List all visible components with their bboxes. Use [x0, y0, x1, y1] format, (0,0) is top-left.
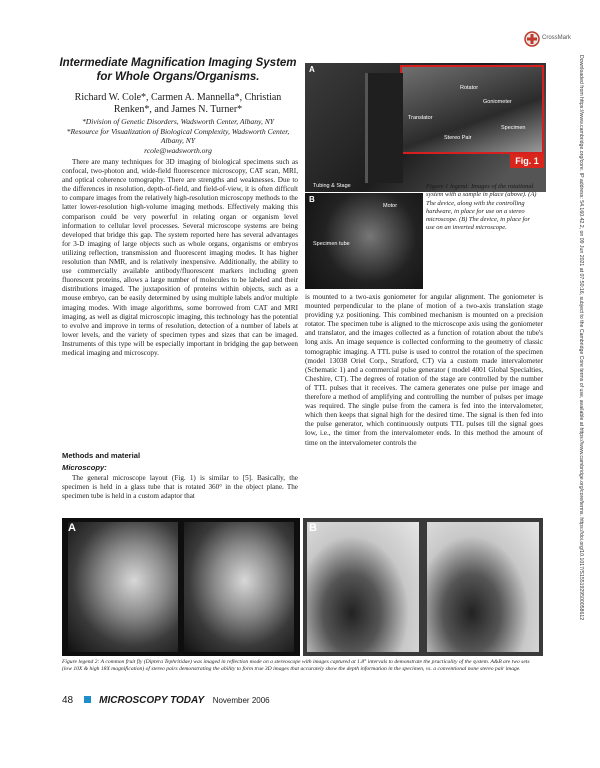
methods-heading: Methods and material: [62, 451, 141, 460]
label-rotator: Rotator: [460, 85, 479, 91]
page-footer: [62, 695, 270, 707]
affiliation-2: *Resource for Visualization of Biological Complexity, Wadsworth Center, Albany, NY: [66, 126, 290, 146]
figure2-a-right-image: [184, 522, 294, 652]
figure2-b-right-image: [427, 522, 539, 652]
microscopy-heading: Microscopy:: [62, 463, 107, 472]
affiliation-1: *Division of Genetic Disorders, Wadsworth Center, Albany, NY: [81, 117, 275, 126]
crossmark-logo[interactable]: [524, 30, 574, 48]
label-goniometer: Goniometer: [483, 99, 512, 105]
label-specimen-tube: Specimen tube: [313, 241, 350, 247]
email: rcole@wadsworth.org: [144, 145, 212, 155]
issue-date: November 2006: [212, 696, 270, 705]
figure1-badge: Fig. 1: [510, 154, 544, 168]
figure1-inset: [400, 65, 544, 154]
crossmark-icon: [524, 31, 540, 47]
footer-square-icon: [84, 696, 91, 703]
figure2-b-left-image: [307, 522, 419, 652]
label-motor: Motor: [383, 203, 398, 209]
figure1-panel-a-letter: A: [309, 65, 315, 74]
right-column-paragraph: is mounted to a two-axis goniometer for angular alignment. The goniometer is mounted perpendicular to the plane of motion of a two-axis translation stage providing y,z positioning. This combined mechanism is mounted on a precision rotator. The specimen tube is aligned to the microscope axis using the goniometer and translator, and the images collected as a function of rotation about the tube's long axis. An image sequence is collected conforming to the geometry of classic tomographic imaging. A TTL pulse is used to control the rotation of the specimen (model 13038 Oriel Corp., Stratford, CT) via a custom made intervalometer (Schematic 1) and a commercial pulse generator ( model 4001 Global Specialties, Cheshire, CT). The degrees of rotation of the stage are controlled by the number of TTL pulses that it receives. The camera generates one pulse per image and therefore a method of amplifying and controlling the number of pulses per image was required. The single pulse from the camera is fed into the intervalometer, which then keeps that signal high for the desired time. The signal is then fed into the pulse generator, which continuously outputs TTL pulses till the signal goes low, i.e., the timer from the intervalometer ends. In this method the amount of time on the intervalometer controls the: [305, 293, 543, 447]
download-sidebar: [570, 55, 590, 645]
crossmark-label: CrossMark: [542, 35, 572, 41]
figure2-panel-b: [303, 518, 543, 656]
affiliations: [58, 117, 298, 155]
label-specimen: Specimen: [501, 125, 526, 131]
article-authors: Richard W. Cole*, Carmen A. Mannella*, Christian Renken*, and James N. Turner*: [74, 92, 282, 115]
page-number: 48: [62, 695, 74, 706]
label-stereo-pair: Stereo Pair: [444, 135, 472, 141]
label-tubing-stage: Tubing & Stage: [313, 183, 351, 189]
figure2-panel-a-letter: A: [68, 522, 76, 534]
label-translator: Translator: [408, 115, 433, 121]
figure1-caption: Figure 1 legend: Images of the rotational system with a sample in place (above). (A) The device, along with the controlling hardware, in place for use on a stereo microscope. (B) The device, in place for use on an inverted microscope.: [426, 183, 537, 232]
figure2-caption: Figure legend 2: A common fruit fly (Diptera Tephritidae) was imaged in reflection mode on a stereoscope with images captured at 1.8° intervals to demonstrate the practicality of the system. A&B are two sets (low 10X & high 18X magnification) of stereo pairs demonstrating the ability to form true 3D images that accurately show the depth information in the specimen, vs. a conventional none stereo pair image.: [62, 659, 530, 673]
download-notice[interactable]: Downloaded from https://www.cambridge.org/core. IP address: 54.160.42.2, on 09 Jun 2021 at 07:50:16, subject to the Cambridge Core terms of use, available at https://www.cambridge.org/core/terms. https://doi.org/10.1017/S1551929500058612: [578, 55, 584, 621]
microscopy-paragraph: The general microscope layout (Fig. 1) is similar to [5]. Basically, the specimen is held in a glass tube that is rotated 360° in the object plane. The specimen tube is held in a custom adaptor that: [62, 474, 298, 501]
article-title: Intermediate Magnification Imaging System for Whole Organs/Organisms.: [59, 57, 297, 83]
intro-paragraph: There are many techniques for 3D imaging of biological specimens such as confocal, two-photon and, wide-field fluorescence microscopy, CAT scan, MRI, and optical coherence tomography. There are strengths and weaknesses. Due to the differences in resolution, depth-of-field, and field-of-view, it is often difficult to compare images from the relatively high-resolution microscopy methods to the latter lower-resolution high-volume imaging methods. Effectively making this comparison could be very powerful in relating organ or organism level information to cellular level processes. Several microscope systems are being developed that bridge this gap. The system reported here has several advantages for 3-D imaging of large objects such as whole organs, organisms or embryos utilizing reflection, transmission and fluorescent imaging modes. It has higher resolution than NMR, and is relatively inexpensive. Additionally, the ability to use commercially available antibody/fluorescent markers including green fluorescent proteins, allows a large number of molecules to be labeled and their distributions imaged. The juxtaposition of proteins within objects, such as a mouse embryo, can be easily determined by using multiple labels and/or multiple imaging modes. With image algorithms, some borrowed from CAT and MRI imaging, as well as digital microscopic imaging, this technology has the potential to evolve and improve in terms of resolution, detection of a number of labels at lower levels, and the variety of specimen types and sizes that can be imaged. Instruments of this type will be especially important in bridging the gap between medical imaging and microscopy.: [62, 158, 298, 357]
figure2-a-left-image: [68, 522, 178, 652]
figure2-panel-b-letter: B: [309, 522, 317, 534]
journal-name: MICROSCOPY TODAY: [99, 695, 205, 706]
figure1-panel-a: [305, 63, 546, 192]
figure1-panel-b-letter: B: [309, 195, 315, 204]
figure2-panel-a: [62, 518, 300, 656]
figure1-panel-b: [305, 193, 423, 289]
